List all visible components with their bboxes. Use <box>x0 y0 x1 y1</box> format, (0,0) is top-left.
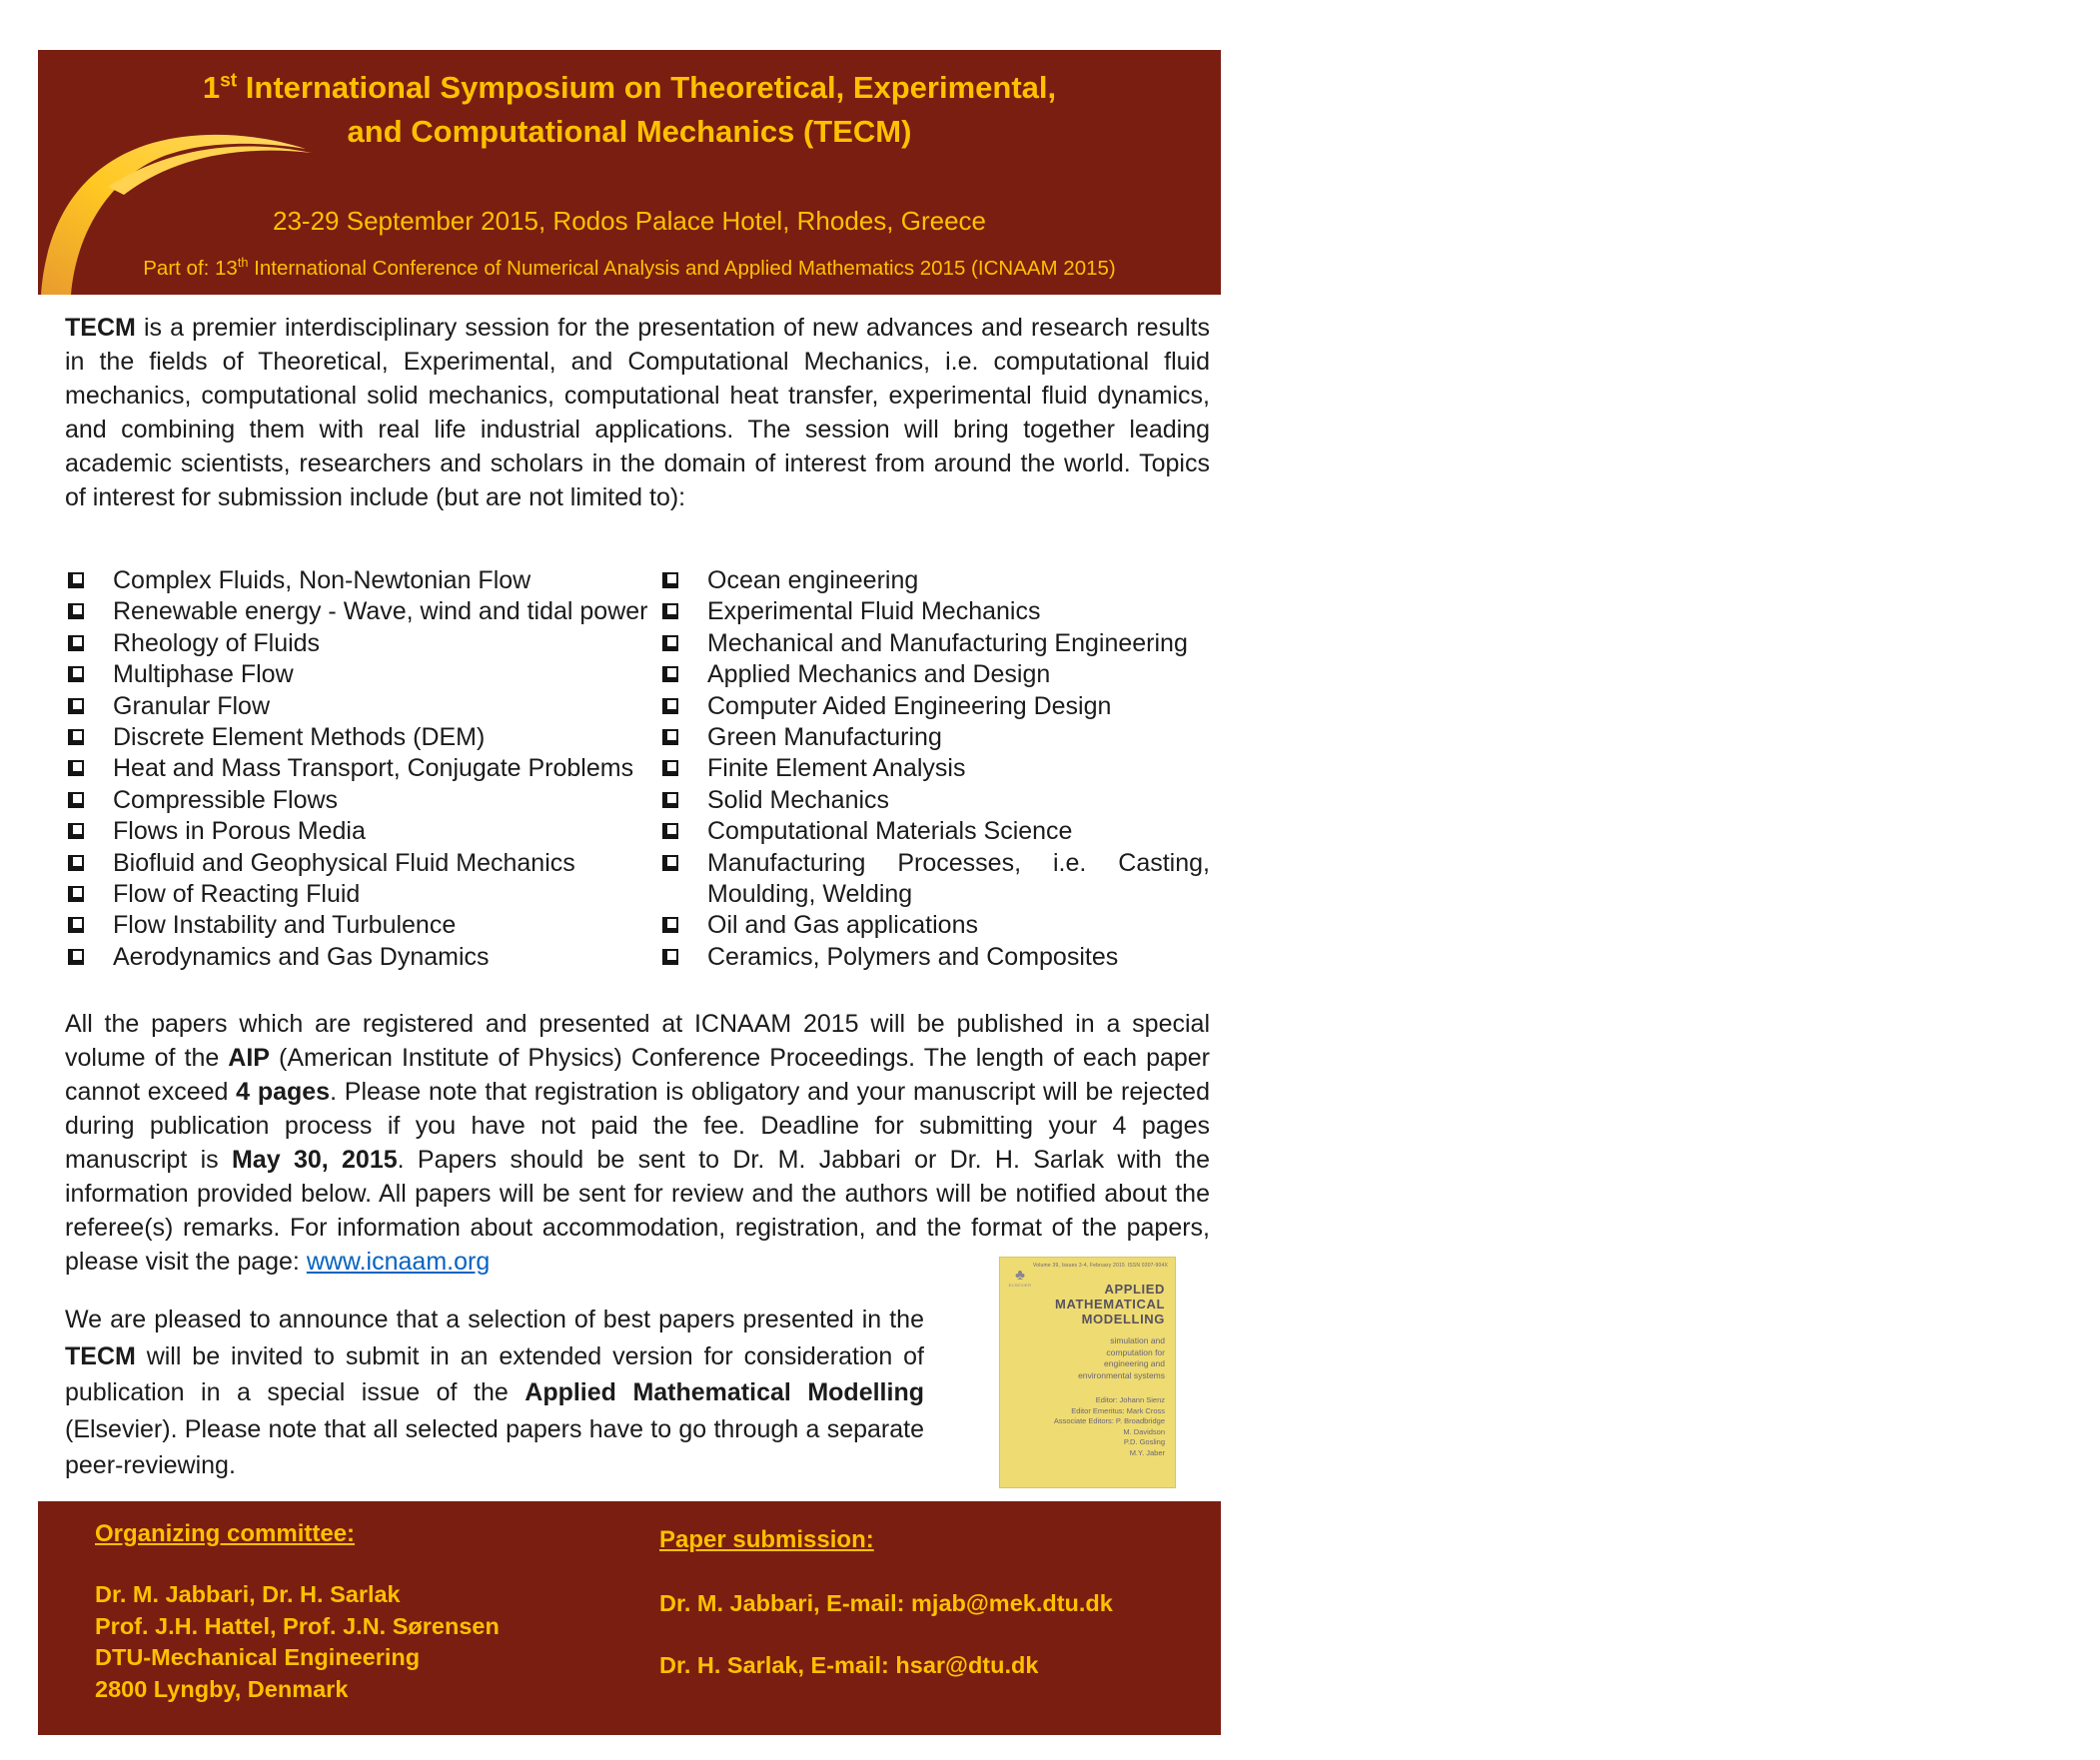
text-run: will be invited to submit in an extended version for consideration of publication in a special issue of the <box>65 1341 924 1406</box>
topic-label: Multiphase Flow <box>113 660 294 689</box>
topic-label: Heat and Mass Transport, Conjugate Problems <box>113 754 634 783</box>
paper-submission-heading: Paper submission: <box>659 1526 874 1553</box>
text-run: May 30, 2015 <box>231 1146 398 1174</box>
checkbox-bullet-icon <box>68 823 84 839</box>
text-line: Editor: Johann Sienz <box>1095 1395 1165 1404</box>
text-run: 4 pages <box>236 1078 331 1106</box>
text-run: . Please note that registration is obligatory and your manuscript will be rejected during publication process if you have not paid the fee. Deadline for submitting your 4 pages manuscript is <box>65 1078 1210 1174</box>
elsevier-tree-icon: ♣ <box>1015 1267 1025 1284</box>
topic-item <box>65 942 659 973</box>
checkbox-bullet-icon <box>662 855 678 871</box>
checkbox-bullet-icon <box>662 603 678 619</box>
checkbox-bullet-icon <box>68 792 84 808</box>
symposium-title-line2: and Computational Mechanics (TECM) <box>347 114 912 149</box>
elsevier-logo-icon <box>1008 1268 1032 1288</box>
checkbox-bullet-icon <box>662 949 678 965</box>
journal-editors <box>1054 1395 1165 1458</box>
checkbox-bullet-icon <box>68 666 84 682</box>
topic-item <box>659 596 1210 627</box>
topic-item <box>659 910 1210 941</box>
checkbox-bullet-icon <box>662 572 678 588</box>
journal-cover-thumbnail <box>999 1257 1176 1488</box>
checkbox-bullet-icon <box>68 698 84 714</box>
text-run: is a premier interdisciplinary session for the presentation of new advances and research results in the fields of Theoretical, Experimental, and Computational Mechanics, i.e. computational fluid mechanics, computational solid mechanics, computational heat transfer, experimental fluid dynamics, and combining them with real life industrial applications. The session will bring together leading academic scientists, researchers and scholars in the domain of interest from around the world. Topics of interest for submission include (but are not limited to): <box>65 314 1210 511</box>
text-run: Part of: 13 <box>143 257 238 280</box>
topic-item <box>65 596 659 627</box>
topic-label: Green Manufacturing <box>707 723 942 752</box>
text-line: MATHEMATICAL <box>1055 1297 1165 1312</box>
paper-submission-lines <box>659 1588 1113 1681</box>
text-line: computation for <box>1106 1346 1165 1357</box>
topic-item <box>659 753 1210 784</box>
organizing-committee-heading: Organizing committee: <box>95 1520 356 1547</box>
topic-item <box>65 659 659 690</box>
part-of-conference-line <box>38 257 1221 281</box>
topics-column-right <box>659 565 1210 973</box>
checkbox-bullet-icon <box>68 917 84 933</box>
text-line: DTU-Mechanical Engineering <box>95 1644 421 1670</box>
text-run: AIP <box>228 1044 270 1072</box>
journal-subtitle <box>1078 1335 1165 1381</box>
checkbox-bullet-icon <box>662 917 678 933</box>
organizing-committee-block <box>95 1520 500 1705</box>
checkbox-bullet-icon <box>68 635 84 651</box>
topic-label: Ocean engineering <box>707 566 919 594</box>
header-banner <box>38 50 1221 295</box>
topics-checklist <box>65 565 1210 973</box>
journal-issn-text: ISSN 0307-904X <box>1127 1263 1168 1269</box>
symposium-title-line1 <box>38 70 1221 106</box>
topic-label: Experimental Fluid Mechanics <box>707 597 1041 626</box>
topic-label: Compressible Flows <box>113 785 339 814</box>
elsevier-wordmark: ELSEVIER <box>1008 1283 1032 1288</box>
text-run: (Elsevier). Please note that all selected papers have to go through a separate peer-reviewing. <box>65 1414 924 1479</box>
text-run: (American Institute of Physics) Conference Proceedings. The length of each paper cannot exceed <box>65 1044 1211 1106</box>
checkbox-bullet-icon <box>662 823 678 839</box>
text-line: M.Y. Jaber <box>1129 1447 1165 1457</box>
text-line: Editor Emeritus: Mark Cross <box>1071 1405 1165 1415</box>
paper-submission-block <box>659 1526 1113 1712</box>
text-run: All the papers which are registered and presented at ICNAAM 2015 will be published in a special volume of the <box>65 1010 1210 1072</box>
topic-item <box>65 691 659 722</box>
topic-item <box>659 848 1210 911</box>
superscript-text: th <box>237 255 249 271</box>
checkbox-bullet-icon <box>662 729 678 745</box>
checkbox-bullet-icon <box>662 760 678 776</box>
topic-item <box>65 628 659 659</box>
checkbox-bullet-icon <box>662 635 678 651</box>
topic-label: Flows in Porous Media <box>113 817 366 846</box>
text-line: P.D. Gosling <box>1123 1437 1165 1446</box>
topic-label: Finite Element Analysis <box>707 754 966 783</box>
superscript-text: st <box>220 70 238 92</box>
topic-label: Oil and Gas applications <box>707 911 978 940</box>
checkbox-bullet-icon <box>68 729 84 745</box>
topic-item <box>65 565 659 596</box>
text-line: environmental systems <box>1078 1369 1165 1380</box>
topic-label: Computer Aided Engineering Design <box>707 691 1112 720</box>
announcement-paragraph <box>65 1302 924 1484</box>
topic-item <box>65 785 659 816</box>
topic-item <box>659 942 1210 973</box>
journal-volume-text: Volume 39, Issues 3-4, February 2015 <box>1033 1263 1125 1269</box>
topic-label: Flow of Reacting Fluid <box>113 880 361 909</box>
text-line: Associate Editors: P. Broadbridge <box>1053 1416 1165 1425</box>
footer-banner <box>38 1501 1221 1735</box>
text-run: We are pleased to announce that a selection of best papers presented in the <box>65 1306 924 1333</box>
topic-item <box>65 753 659 784</box>
text-line: engineering and <box>1104 1358 1165 1368</box>
topic-item <box>659 691 1210 722</box>
text-line: Prof. J.H. Hattel, Prof. J.N. Sørensen <box>95 1612 500 1639</box>
topic-label: Solid Mechanics <box>707 785 890 814</box>
topic-label: Complex Fluids, Non-Newtonian Flow <box>113 566 531 594</box>
topic-label: Aerodynamics and Gas Dynamics <box>113 942 490 971</box>
text-run: 1 <box>202 70 221 105</box>
checkbox-bullet-icon <box>68 572 84 588</box>
text-run: TECM <box>65 1341 136 1370</box>
checkbox-bullet-icon <box>68 886 84 902</box>
topic-item <box>65 910 659 941</box>
text-line: APPLIED <box>1104 1282 1165 1297</box>
topic-label: Applied Mechanics and Design <box>707 660 1051 689</box>
text-line: Dr. M. Jabbari, E-mail: mjab@mek.dtu.dk <box>659 1590 1113 1616</box>
text-line: M. Davidson <box>1123 1426 1165 1436</box>
topic-label: Biofluid and Geophysical Fluid Mechanics <box>113 848 575 877</box>
topic-item <box>659 659 1210 690</box>
topic-label: Flow Instability and Turbulence <box>113 911 457 940</box>
checkbox-bullet-icon <box>68 760 84 776</box>
topic-label: Discrete Element Methods (DEM) <box>113 723 486 752</box>
text-line: MODELLING <box>1081 1312 1165 1326</box>
topic-item <box>65 879 659 910</box>
event-date-location: 23-29 September 2015, Rodos Palace Hotel, Rhodes, Greece <box>273 206 986 236</box>
checkbox-bullet-icon <box>662 792 678 808</box>
text-run: International Conference of Numerical Analysis and Applied Mathematics 2015 (ICNAAM 2015) <box>248 257 1116 280</box>
icnaam-link[interactable]: www.icnaam.org <box>306 1248 491 1276</box>
topic-label: Renewable energy - Wave, wind and tidal power <box>113 597 648 626</box>
publication-paragraph <box>65 1007 1210 1279</box>
topic-label: Mechanical and Manufacturing Engineering <box>707 628 1188 657</box>
text-line: Dr. H. Sarlak, E-mail: hsar@dtu.dk <box>659 1652 1039 1678</box>
checkbox-bullet-icon <box>662 666 678 682</box>
text-line: 2800 Lyngby, Denmark <box>95 1675 349 1702</box>
text-run: Applied Mathematical Modelling <box>525 1378 924 1406</box>
topic-item <box>659 722 1210 753</box>
topic-label: Computational Materials Science <box>707 817 1073 846</box>
topic-item <box>659 816 1210 847</box>
topic-label: Ceramics, Polymers and Composites <box>707 942 1119 971</box>
organizing-committee-lines <box>95 1579 500 1705</box>
topic-item <box>65 816 659 847</box>
topic-item <box>659 628 1210 659</box>
topic-item <box>65 722 659 753</box>
text-line: Dr. M. Jabbari, Dr. H. Sarlak <box>95 1581 401 1607</box>
text-run: International Symposium on Theoretical, Experimental, <box>237 70 1057 105</box>
text-line: simulation and <box>1110 1335 1165 1345</box>
text-run: . Papers should be sent to Dr. M. Jabbari or Dr. H. Sarlak with the information provided below. All papers will be sent for review and the authors will be notified about the referee(s) remarks. For information about accommodation, registration, and the format of the papers, please visit the page: <box>65 1146 1210 1276</box>
intro-paragraph <box>65 311 1210 514</box>
topic-item <box>65 848 659 879</box>
topic-label: Granular Flow <box>113 691 270 720</box>
journal-title <box>1055 1282 1165 1326</box>
checkbox-bullet-icon <box>662 698 678 714</box>
checkbox-bullet-icon <box>68 855 84 871</box>
text-run: TECM <box>65 314 136 342</box>
checkbox-bullet-icon <box>68 949 84 965</box>
topics-column-left <box>65 565 659 973</box>
topic-item <box>659 785 1210 816</box>
topic-label: Manufacturing Processes, i.e. Casting, Moulding, Welding <box>707 848 1210 909</box>
checkbox-bullet-icon <box>68 603 84 619</box>
topic-item <box>659 565 1210 596</box>
topic-label: Rheology of Fluids <box>113 628 321 657</box>
